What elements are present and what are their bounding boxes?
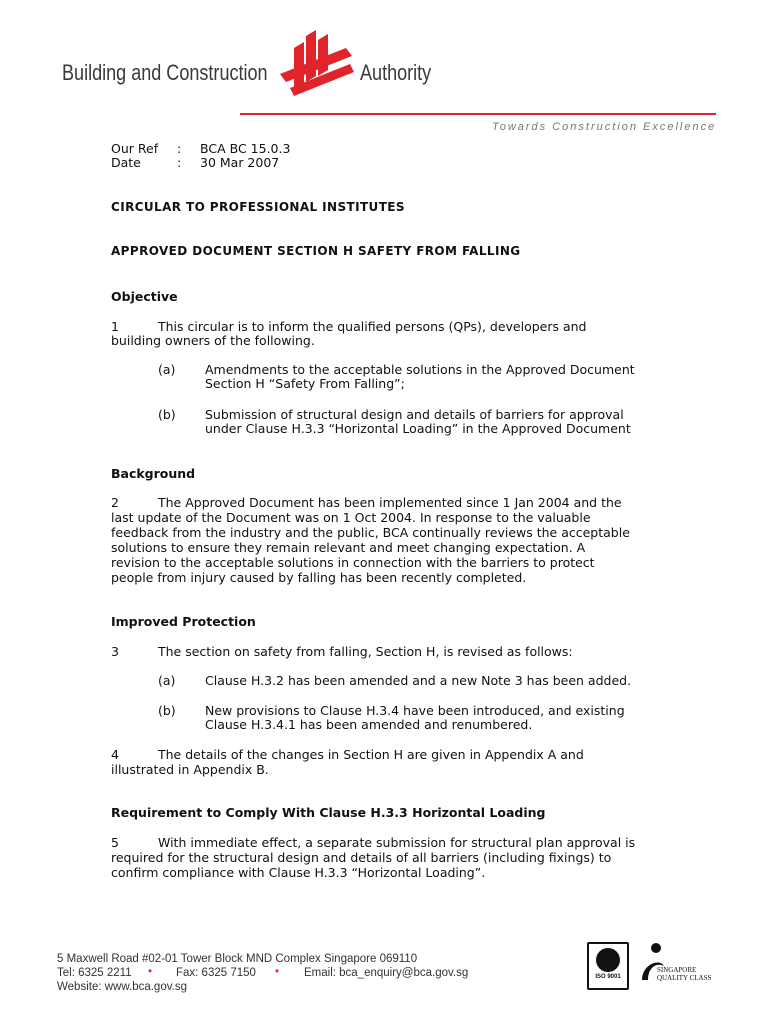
iso-9001-badge-icon: [587, 942, 629, 990]
our-ref-sep: :: [177, 141, 182, 156]
bca-logo-icon: [276, 30, 356, 96]
header-divider: [240, 113, 716, 115]
bullet-icon: •: [148, 966, 153, 978]
objective-heading: Objective: [111, 289, 178, 304]
para-line: solutions to ensure they remain relevant and meet changing expectation. A: [111, 540, 586, 555]
circular-title: CIRCULAR TO PROFESSIONAL INSTITUTES: [111, 200, 405, 214]
sqc-text: [657, 966, 711, 982]
para-line: The Approved Document has been implemented since 1 Jan 2004 and the: [158, 495, 622, 510]
date-value: 30 Mar 2007: [200, 155, 280, 170]
item-label: (a): [158, 673, 176, 688]
para-number: 4: [111, 747, 119, 762]
iso-label: ISO 9001: [595, 974, 621, 980]
bullet-icon: •: [275, 966, 280, 978]
item-line: Clause H.3.2 has been amended and a new Note 3 has been added.: [205, 673, 632, 688]
background-heading: Background: [111, 466, 196, 481]
item-label: (b): [158, 407, 176, 422]
item-line: under Clause H.3.3 “Horizontal Loading” in the Approved Document: [205, 421, 631, 436]
date-sep: :: [177, 155, 182, 170]
para-line: revision to the acceptable solutions in connection with the barriers to protect: [111, 555, 595, 570]
para-line: The section on safety from falling, Section H, is revised as follows:: [158, 644, 573, 659]
item-label: (a): [158, 362, 176, 377]
item-label: (b): [158, 703, 176, 718]
footer-fax: Fax: 6325 7150: [176, 967, 256, 979]
footer-email: Email: bca_enquiry@bca.gov.sg: [304, 967, 469, 979]
para-line: required for the structural design and details of all barriers (including fixings) to: [111, 850, 612, 865]
our-ref-label: Our Ref: [111, 141, 159, 156]
para-number: 5: [111, 835, 119, 850]
document-title: APPROVED DOCUMENT SECTION H SAFETY FROM FALLING: [111, 244, 521, 258]
para-line: This circular is to inform the qualified persons (QPs), developers and: [158, 319, 587, 334]
para-line: building owners of the following.: [111, 333, 315, 348]
para-line: confirm compliance with Clause H.3.3 “Horizontal Loading”.: [111, 865, 486, 880]
para-line: The details of the changes in Section H are given in Appendix A and: [158, 747, 584, 762]
para-line: feedback from the industry and the public, BCA continually reviews the acceptable: [111, 525, 630, 540]
para-line: people from injury caused by falling has been recently completed.: [111, 570, 527, 585]
footer-tel: Tel: 6325 2211: [57, 967, 132, 979]
our-ref-value: BCA BC 15.0.3: [200, 141, 291, 156]
footer-website: Website: www.bca.gov.sg: [57, 981, 187, 993]
item-line: Submission of structural design and details of barriers for approval: [205, 407, 624, 422]
item-line: Clause H.3.4.1 has been amended and renumbered.: [205, 717, 533, 732]
item-line: Section H “Safety From Falling”;: [205, 376, 405, 391]
item-line: New provisions to Clause H.3.4 have been introduced, and existing: [205, 703, 625, 718]
para-line: last update of the Document was on 1 Oct 2004. In response to the valuable: [111, 510, 591, 525]
para-number: 1: [111, 319, 119, 334]
footer-address: 5 Maxwell Road #02-01 Tower Block MND Complex Singapore 069110: [57, 953, 418, 965]
org-name-right: Authority: [360, 60, 432, 85]
date-label: Date: [111, 155, 141, 170]
para-number: 2: [111, 495, 119, 510]
sqc-line1: SINGAPORE: [657, 966, 697, 974]
item-line: Amendments to the acceptable solutions in the Approved Document: [205, 362, 635, 377]
tagline: Towards Construction Excellence: [492, 121, 717, 133]
requirement-heading: Requirement to Comply With Clause H.3.3 Horizontal Loading: [111, 805, 546, 820]
improved-protection-heading: Improved Protection: [111, 614, 256, 629]
para-number: 3: [111, 644, 119, 659]
sqc-line2: QUALITY CLASS: [657, 974, 712, 982]
para-line: illustrated in Appendix B.: [111, 762, 269, 777]
org-name-left: Building and Construction: [62, 60, 268, 85]
para-line: With immediate effect, a separate submission for structural plan approval is: [158, 835, 636, 850]
